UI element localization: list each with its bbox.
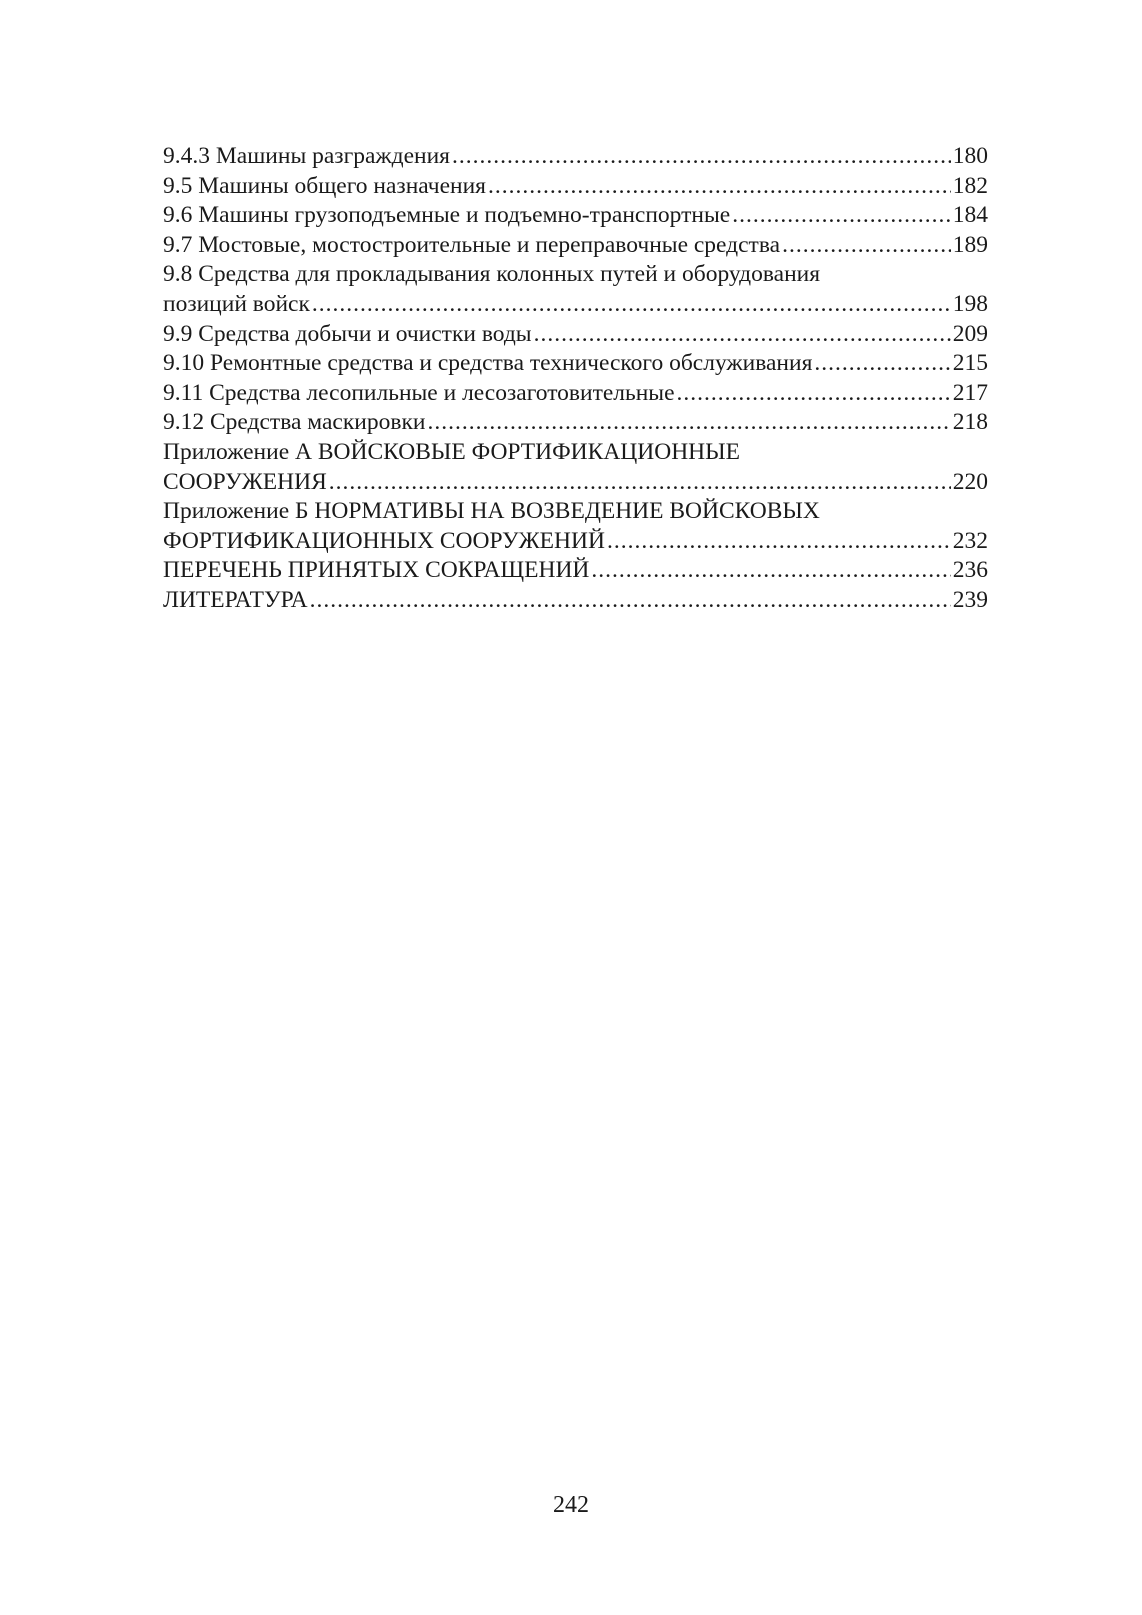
toc-entry[interactable] [163, 201, 988, 231]
toc-entry-title: 9.11 Средства лесопильные и лесозаготовительные [163, 379, 675, 406]
toc-entry-title-first-line: Приложение А ВОЙСКОВЫЕ ФОРТИФИКАЦИОННЫЕ [163, 438, 740, 465]
toc-entry-line [163, 527, 988, 557]
toc-entry[interactable] [163, 172, 988, 202]
toc-entry-line [163, 408, 988, 438]
toc-entry[interactable] [163, 320, 988, 350]
toc-entry[interactable] [163, 556, 988, 586]
dot-leader [782, 231, 951, 261]
toc-entry[interactable] [163, 586, 988, 616]
toc-entry-line [163, 586, 988, 616]
toc-entry-page: 232 [952, 527, 988, 554]
toc-entry-page: 209 [952, 320, 988, 347]
toc-entry-line [163, 172, 988, 202]
dot-leader [312, 290, 951, 320]
toc-entry-title: ФОРТИФИКАЦИОННЫХ СООРУЖЕНИЙ [163, 527, 605, 554]
toc-entry[interactable] [163, 497, 988, 556]
toc-entry-page: 189 [952, 231, 988, 258]
dot-leader [310, 586, 951, 616]
toc-entry-page: 198 [952, 290, 988, 317]
toc-entry-title-first-line: 9.8 Средства для прокладывания колонных путей и оборудования [163, 261, 821, 288]
dot-leader [452, 142, 951, 172]
page-number: 242 [553, 1492, 589, 1518]
toc-entry-page: 217 [952, 379, 988, 406]
toc-entry[interactable] [163, 142, 988, 172]
toc-entry[interactable] [163, 379, 988, 409]
toc-entry-line [163, 349, 988, 379]
dot-leader [534, 320, 951, 350]
toc-entry-line [163, 556, 988, 586]
table-of-contents [163, 142, 988, 616]
toc-entry-title: 9.6 Машины грузоподъемные и подъемно-транспортные [163, 202, 731, 229]
toc-entry-page: 180 [952, 143, 988, 169]
toc-entry[interactable] [163, 260, 988, 319]
toc-entry-title: позиций войск [163, 290, 310, 317]
toc-entry-line [163, 231, 988, 261]
dot-leader [488, 172, 951, 202]
dot-leader [677, 379, 951, 409]
toc-entry-title: 9.10 Ремонтные средства и средства технического обслуживания [163, 350, 813, 377]
dot-leader [814, 349, 950, 379]
toc-entry-page: 218 [952, 409, 988, 436]
dot-leader [591, 556, 950, 586]
toc-entry-title: 9.5 Машины общего назначения [163, 172, 486, 199]
toc-entry-page: 215 [952, 350, 988, 377]
toc-entry-line [163, 201, 988, 231]
toc-entry-title: СООРУЖЕНИЯ [163, 468, 327, 495]
toc-entry[interactable] [163, 408, 988, 438]
dot-leader [427, 408, 950, 438]
toc-entry-page: 184 [952, 202, 988, 229]
toc-entry[interactable] [163, 349, 988, 379]
toc-entry-line [163, 320, 988, 350]
toc-entry-title: 9.4.3 Машины разграждения [163, 143, 450, 169]
dot-leader [732, 201, 951, 231]
toc-entry[interactable] [163, 231, 988, 261]
toc-entry-line [163, 142, 988, 172]
toc-entry-line [163, 468, 988, 498]
toc-entry-title-first-line: Приложение Б НОРМАТИВЫ НА ВОЗВЕДЕНИЕ ВОЙСКОВЫХ [163, 498, 820, 525]
toc-entry-title: ЛИТЕРАТУРА [163, 586, 308, 613]
toc-entry-page: 220 [952, 468, 988, 495]
dot-leader [607, 527, 951, 557]
toc-entry-page: 182 [952, 172, 988, 199]
toc-entry-title: 9.12 Средства маскировки [163, 409, 426, 436]
toc-entry-line [163, 290, 988, 320]
dot-leader [329, 468, 951, 498]
toc-entry-title: 9.9 Средства добычи и очистки воды [163, 320, 532, 347]
toc-entry-title: ПЕРЕЧЕНЬ ПРИНЯТЫХ СОКРАЩЕНИЙ [163, 557, 590, 584]
toc-entry-page: 236 [952, 557, 988, 584]
toc-entry-title: 9.7 Мостовые, мостостроительные и переправочные средства [163, 231, 781, 258]
toc-entry-page: 239 [952, 586, 988, 613]
toc-entry-line [163, 379, 988, 409]
toc-entry[interactable] [163, 438, 988, 497]
